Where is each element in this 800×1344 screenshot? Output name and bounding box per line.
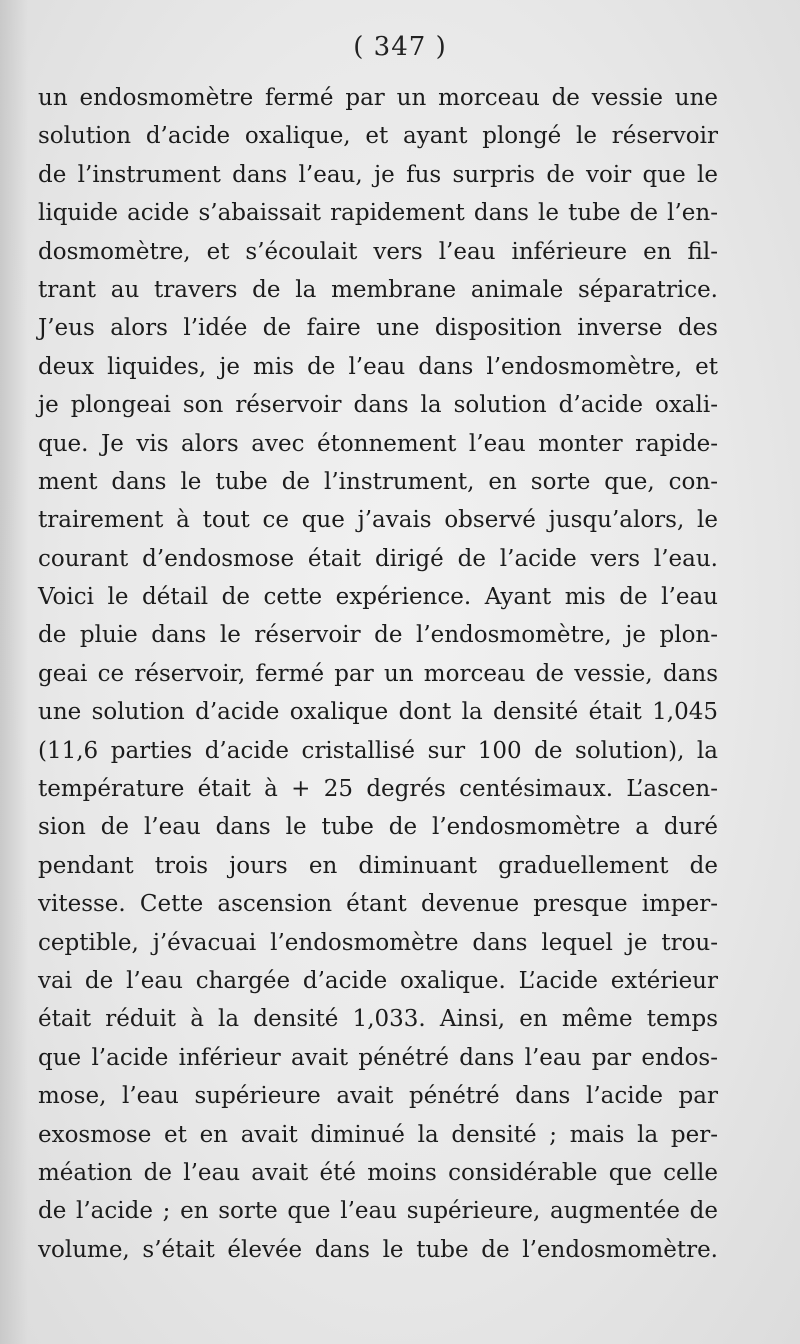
text-line: trairement à tout ce que j’avais observé jusqu’alors, le: [38, 507, 718, 534]
text-line: sion de l’eau dans le tube de l’endosmomètre a duré: [38, 814, 718, 841]
text-line: deux liquides, je mis de l’eau dans l’endosmomètre, et: [38, 353, 718, 380]
text-line: un endosmomètre fermé par un morceau de vessie une: [38, 85, 718, 111]
text-line: ment dans le tube de l’instrument, en sorte que, con-: [38, 468, 718, 495]
text-line: méation de l’eau avait été moins considérable que celle: [38, 1159, 718, 1186]
text-line: exosmose et en avait diminué la densité ; mais la per-: [38, 1121, 718, 1148]
text-line: J’eus alors l’idée de faire une disposition inverse des: [38, 315, 718, 342]
text-line: que. Je vis alors avec étonnement l’eau monter rapide-: [38, 430, 718, 457]
text-line: mose, l’eau supérieure avait pénétré dans l’acide par: [38, 1083, 718, 1110]
text-line: de l’acide ; en sorte que l’eau supérieure, augmentée de: [38, 1198, 718, 1225]
text-line: geai ce réservoir, fermé par un morceau de vessie, dans: [38, 660, 718, 687]
text-line: de pluie dans le réservoir de l’endosmomètre, je plon-: [38, 622, 718, 649]
text-line: solution d’acide oxalique, et ayant plongé le réservoir: [38, 123, 718, 150]
page-number: ( 347 ): [353, 32, 447, 62]
text-line: (11,6 parties d’acide cristallisé sur 100 de solution), la: [38, 737, 718, 764]
text-line: Voici le détail de cette expérience. Ayant mis de l’eau: [38, 584, 718, 611]
text-line: courant d’endosmose était dirigé de l’acide vers l’eau.: [38, 545, 718, 572]
text-line: dosmomètre, et s’écoulait vers l’eau inférieure en fil-: [38, 238, 718, 265]
text-line: de l’instrument dans l’eau, je fus surpris de voir que le: [38, 161, 718, 188]
text-line: liquide acide s’abaissait rapidement dans le tube de l’en-: [38, 200, 718, 227]
text-line: ceptible, j’évacuai l’endosmomètre dans lequel je trou-: [38, 929, 718, 956]
text-line: température était à + 25 degrés centésimaux. L’ascen-: [38, 776, 718, 803]
text-line: trant au travers de la membrane animale séparatrice.: [38, 276, 718, 303]
body-text: [38, 79, 718, 1269]
text-line: volume, s’était élevée dans le tube de l’endosmomètre.: [38, 1236, 718, 1263]
text-line: pendant trois jours en diminuant graduellement de: [38, 852, 718, 879]
text-line: que l’acide inférieur avait pénétré dans l’eau par endos-: [38, 1044, 718, 1071]
text-line: une solution d’acide oxalique dont la densité était 1,045: [38, 699, 718, 726]
text-line: vai de l’eau chargée d’acide oxalique. L’acide extérieur: [38, 967, 718, 994]
text-line: je plongeai son réservoir dans la solution d’acide oxali-: [38, 392, 718, 419]
text-line: était réduit à la densité 1,033. Ainsi, en même temps: [38, 1006, 718, 1033]
text-line: vitesse. Cette ascension étant devenue presque imper-: [38, 891, 718, 918]
